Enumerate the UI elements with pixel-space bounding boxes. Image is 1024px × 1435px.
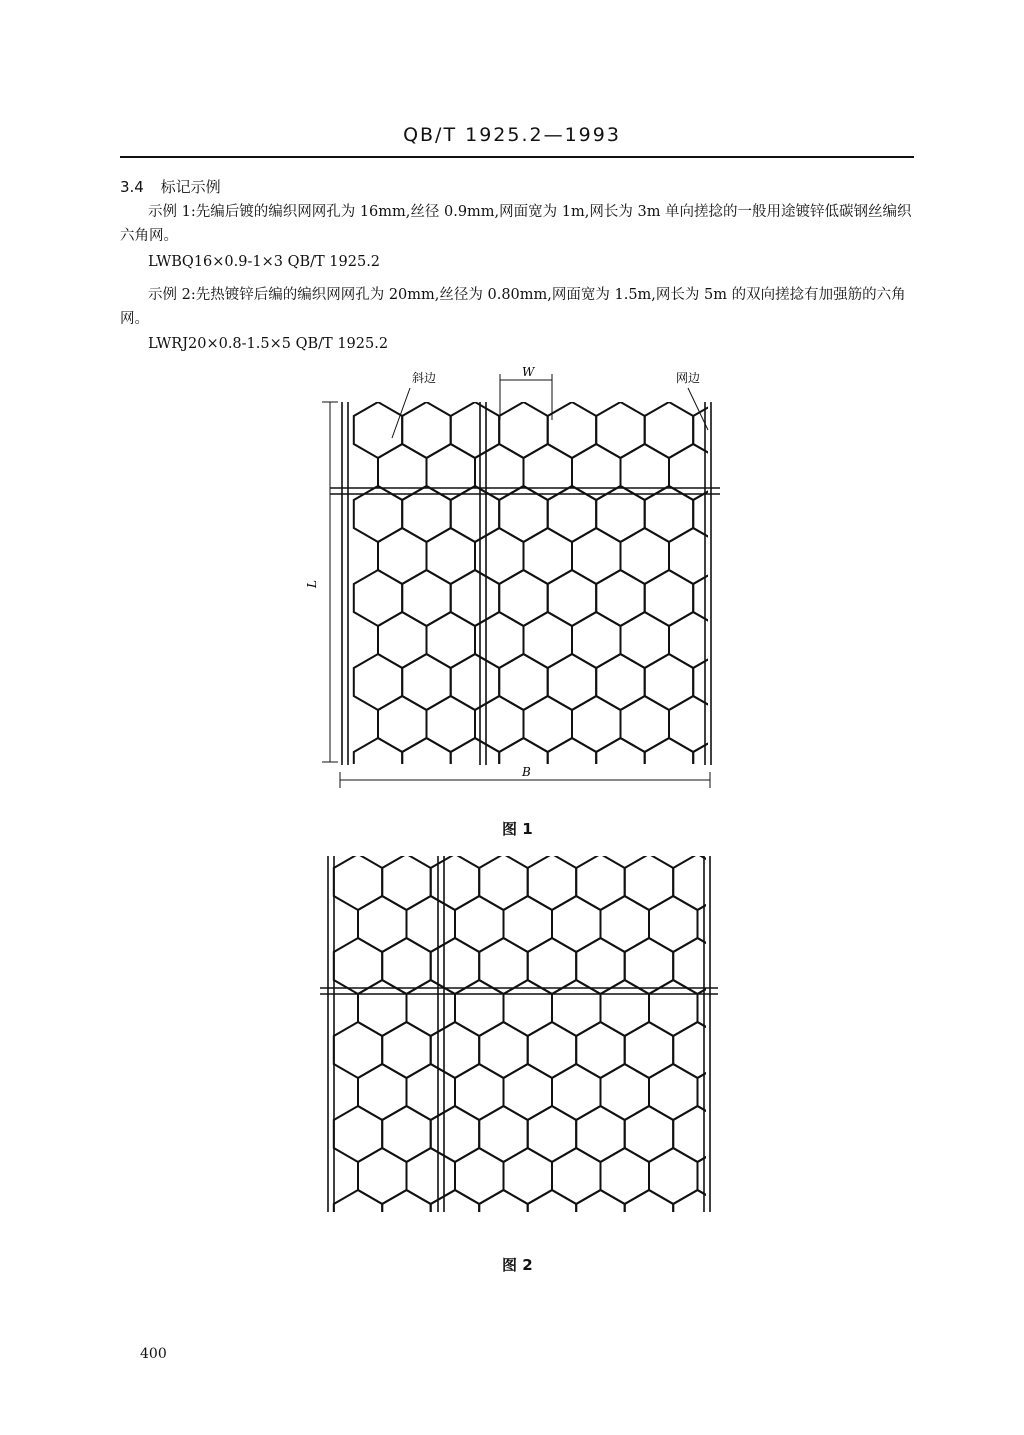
mesh-cell [427, 612, 476, 668]
mesh-cell [528, 938, 577, 994]
mesh-cell [548, 402, 597, 458]
mesh-width-label: W [522, 365, 535, 379]
mesh-cell [475, 696, 524, 752]
mesh-cell [621, 612, 670, 668]
mesh-cell [528, 1190, 577, 1222]
mesh-cell [601, 896, 650, 952]
mesh-cell [576, 854, 625, 910]
mesh-cell [698, 896, 719, 952]
mesh-cell [504, 896, 553, 952]
bevel-edge-label: 斜边 [412, 371, 437, 385]
mesh-cell [334, 1190, 382, 1222]
mesh-cell [645, 402, 694, 458]
mesh-cell [693, 654, 740, 710]
mesh-cell [698, 1148, 719, 1204]
mesh-cell [596, 402, 645, 458]
mesh-cell [382, 854, 431, 910]
mesh-cell [673, 1106, 718, 1162]
page-number: 400 [140, 1346, 167, 1362]
mesh-cell [378, 696, 427, 752]
mesh-cell [479, 1190, 528, 1222]
mesh-cell [504, 1148, 553, 1204]
mesh-cell [572, 696, 621, 752]
mesh-cell [334, 938, 382, 994]
mesh-cell [693, 402, 740, 458]
figure-2-caption: 图 2 [502, 1256, 533, 1274]
mesh-cell [407, 1064, 456, 1120]
mesh-cell [334, 854, 382, 910]
mesh-cell [576, 1106, 625, 1162]
mesh-cell [596, 570, 645, 626]
mesh-cell [645, 654, 694, 710]
mesh-cell [402, 570, 451, 626]
mesh-cell [334, 1106, 382, 1162]
mesh-cell [524, 612, 573, 668]
section-heading [120, 176, 221, 197]
mesh-cell [524, 696, 573, 752]
mesh-cell [576, 938, 625, 994]
mesh-cell [673, 1190, 718, 1222]
mesh-cell [354, 738, 402, 790]
mesh-cell [451, 570, 500, 626]
mesh-cell [358, 1064, 407, 1120]
figure-2-hexagonal-mesh [318, 852, 718, 1222]
mesh-cell [673, 1022, 718, 1078]
mesh-cell [451, 654, 500, 710]
mesh-cell [645, 738, 694, 790]
example-1-code: LWBQ16×0.9-1×3 QB/T 1925.2 [148, 254, 381, 270]
mesh-cell [528, 854, 577, 910]
mesh-cell [499, 738, 548, 790]
mesh-cell [402, 738, 451, 790]
section-number: 3.4 [120, 178, 144, 196]
mesh-cell [407, 1148, 456, 1204]
header-rule [120, 156, 914, 158]
mesh-cell [407, 896, 456, 952]
mesh-cell [354, 654, 402, 710]
mesh-cell [455, 896, 504, 952]
mesh-cell [548, 738, 597, 790]
mesh-cell [621, 528, 670, 584]
mesh-cell [621, 444, 670, 500]
mesh-cell [382, 1022, 431, 1078]
mesh-cell [382, 1190, 431, 1222]
mesh-cell [378, 612, 427, 668]
mesh-cell [693, 738, 740, 790]
figure-1-hexagonal-mesh [300, 360, 740, 790]
mesh-cell [625, 1022, 674, 1078]
mesh-cell [572, 612, 621, 668]
mesh-cell [499, 402, 548, 458]
mesh-cell [354, 570, 402, 626]
mesh-cell [572, 444, 621, 500]
mesh-cell [358, 896, 407, 952]
mesh-cell [649, 1148, 698, 1204]
width-label: B [522, 765, 531, 779]
mesh-cell [455, 1148, 504, 1204]
mesh-cell [552, 1064, 601, 1120]
mesh-cell [451, 738, 500, 790]
mesh-cell [455, 1064, 504, 1120]
mesh-cell [524, 528, 573, 584]
mesh-cell [625, 938, 674, 994]
mesh-cell [552, 896, 601, 952]
section-title: 标记示例 [160, 178, 221, 196]
mesh-cell [548, 654, 597, 710]
mesh-cell [475, 612, 524, 668]
figure-1-caption: 图 1 [502, 820, 533, 838]
mesh-cell [479, 854, 528, 910]
mesh-edge-label: 网边 [676, 371, 701, 385]
mesh-cell [475, 528, 524, 584]
example-2-description: 示例 2:先热镀锌后编的编织网网孔为 20mm,丝径为 0.80mm,网面宽为 1.5m,网长为 5m 的双向搓捻有加强筋的六角网。 [120, 287, 906, 327]
mesh-cell [528, 1106, 577, 1162]
mesh-cell [382, 938, 431, 994]
mesh-cell [479, 1106, 528, 1162]
mesh-cell [479, 938, 528, 994]
mesh-cell [552, 1148, 601, 1204]
mesh-cell [504, 1064, 553, 1120]
mesh-cell [427, 528, 476, 584]
mesh-cell [601, 1148, 650, 1204]
mesh-cell [649, 1064, 698, 1120]
mesh-cell [576, 1190, 625, 1222]
mesh-cell [378, 528, 427, 584]
mesh-cell [427, 444, 476, 500]
mesh-cell [475, 444, 524, 500]
mesh-cell [499, 570, 548, 626]
mesh-cell [378, 444, 427, 500]
mesh-cell [596, 654, 645, 710]
mesh-cell [625, 1106, 674, 1162]
mesh-cell [334, 1022, 382, 1078]
mesh-cell [572, 528, 621, 584]
mesh-cell [427, 696, 476, 752]
page-header: QB/T 1925.2—1993 [403, 124, 621, 146]
mesh-cell [693, 570, 740, 626]
length-label: L [305, 580, 319, 588]
mesh-cell [358, 1148, 407, 1204]
mesh-cell [548, 570, 597, 626]
mesh-cell [524, 444, 573, 500]
mesh-cell [698, 1064, 719, 1120]
mesh-cell [596, 738, 645, 790]
mesh-cell [673, 854, 718, 910]
mesh-cell [601, 1064, 650, 1120]
mesh-cell [402, 654, 451, 710]
mesh-cell [621, 696, 670, 752]
mesh-cell [576, 1022, 625, 1078]
mesh-cell [625, 854, 674, 910]
mesh-cell [451, 402, 500, 458]
mesh-cell [645, 570, 694, 626]
mesh-cell [649, 896, 698, 952]
example-1-description: 示例 1:先编后镀的编织网网孔为 16mm,丝径 0.9mm,网面宽为 1m,网长为 3m 单向搓捻的一般用途镀锌低碳钢丝编织六角网。 [120, 204, 912, 244]
mesh-cell [499, 654, 548, 710]
mesh-cell [673, 938, 718, 994]
mesh-cell [402, 402, 451, 458]
mesh-cell [625, 1190, 674, 1222]
mesh-cell [528, 1022, 577, 1078]
mesh-cell [479, 1022, 528, 1078]
example-2-code: LWRJ20×0.8-1.5×5 QB/T 1925.2 [148, 336, 389, 352]
mesh-cell [382, 1106, 431, 1162]
